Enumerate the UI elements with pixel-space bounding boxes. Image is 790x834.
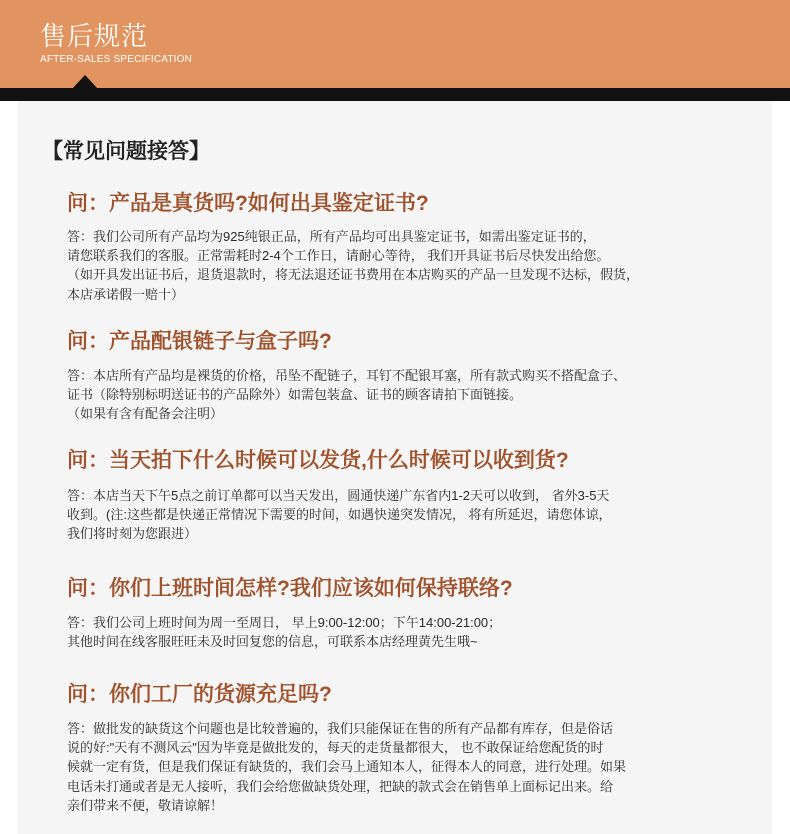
header-banner bbox=[0, 0, 790, 88]
answer-5-line: 候就一定有货，但是我们保证有缺货的，我们会马上通知本人，征得本人的同意，进行处理。如果 bbox=[67, 759, 627, 775]
answer-2 bbox=[67, 366, 727, 424]
answer-5-line: 说的好:"天有不测风云"因为毕竟是做批发的，每天的走货量都很大， 也不敢保证给您配货的时 bbox=[67, 740, 604, 756]
answer-5-line: 电话未打通或者是无人接听，我们会给您做缺货处理，把缺的款式会在销售单上面标记出来。给 bbox=[67, 778, 614, 794]
answer-4-line: 其他时间在线客服旺旺未及时回复您的信息，可联系本店经理黄先生哦~ bbox=[67, 634, 478, 650]
answer-3-line: 我们将时刻为您跟进） bbox=[67, 526, 198, 542]
header-divider-bar bbox=[0, 88, 790, 101]
answer-1-line: 请您联系我们的客服。正常需耗时2-4个工作日，请耐心等待， 我们开具证书后尽快发出给您。 bbox=[67, 248, 610, 264]
answer-3-line: 答：本店当天下午5点之前订单都可以当天发出，圆通快递广东省内1-2天可以收到， 省外3-5天 bbox=[67, 488, 610, 503]
page-title: 售后规范 bbox=[40, 21, 149, 51]
answer-1-line: 本店承诺假一赔十） bbox=[67, 286, 185, 302]
page-subtitle: AFTER-SALES SPECIFICATION bbox=[40, 54, 193, 65]
answer-2-line: 证书（除特别标明送证书的产品除外）如需包装盒、证书的顾客请拍下面链接。 bbox=[67, 387, 523, 403]
question-4: 问：你们上班时间怎样?我们应该如何保持联络? bbox=[67, 577, 513, 600]
question-5: 问：你们工厂的货源充足吗? bbox=[67, 683, 332, 706]
answer-1 bbox=[67, 227, 727, 304]
answer-5-line: 答：做批发的缺货这个问题也是比较普遍的，我们只能保证在售的所有产品都有库存，但是俗话 bbox=[67, 721, 614, 736]
faq-section-title: 【常见问题接答】 bbox=[42, 140, 210, 163]
question-1: 问：产品是真货吗?如何出具鉴定证书? bbox=[67, 192, 429, 215]
question-2: 问：产品配银链子与盒子吗? bbox=[67, 330, 332, 353]
answer-5-line: 亲们带来不便，敬请谅解！ bbox=[67, 797, 224, 813]
answer-3-line: 收到。(注:这些都是快递正常情况下需要的时间，如遇快递突发情况， 将有所延迟，请您体谅， bbox=[67, 507, 612, 523]
answer-1-line: （如开具发出证书后，退货退款时，将无法退还证书费用在本店购买的产品一旦发现不达标，假货， bbox=[67, 267, 640, 283]
answer-4-line: 答：我们公司上班时间为周一至周日， 早上9:00-12:00；下午14:00-21:00； bbox=[67, 615, 502, 630]
question-3: 问：当天拍下什么时候可以发货,什么时候可以收到货? bbox=[67, 449, 569, 472]
answer-5 bbox=[67, 719, 727, 815]
answer-2-line: 答：本店所有产品均是裸货的价格，吊坠不配链子，耳钉不配银耳塞，所有款式购买不搭配盒子、 bbox=[67, 368, 627, 383]
answer-2-line: （如果有含有配备会注明） bbox=[67, 406, 224, 422]
answer-1-line: 答：我们公司所有产品均为925纯银正品，所有产品均可出具鉴定证书，如需出鉴定证书的， bbox=[67, 229, 596, 244]
answer-3 bbox=[67, 486, 727, 544]
pointer-notch bbox=[72, 75, 98, 89]
answer-4 bbox=[67, 613, 727, 651]
